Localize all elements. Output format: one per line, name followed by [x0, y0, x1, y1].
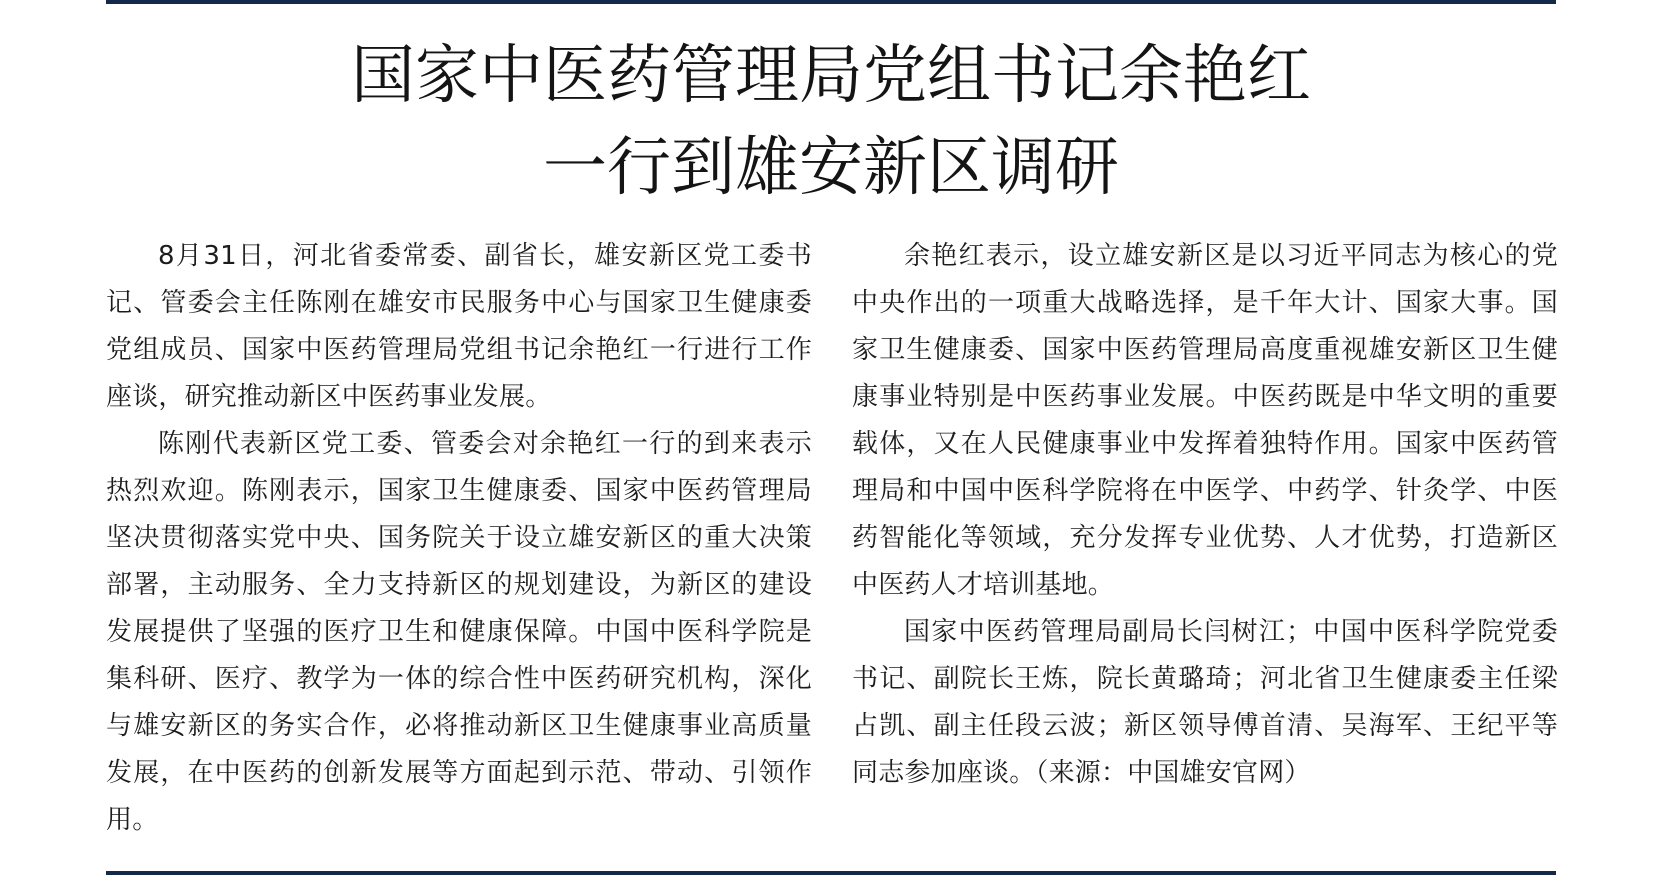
paragraph: 8月31日，河北省委常委、副省长，雄安新区党工委书记、管委会主任陈刚在雄安市民服务中心与国家卫生健康委党组成员、国家中医药管理局党组书记余艳红一行进行工作座谈，研究推动新区中医药事业发展。: [106, 241, 812, 412]
left-column: [106, 233, 812, 844]
headline-line-1: 国家中医药管理局党组书记余艳红: [351, 39, 1311, 113]
right-column: [852, 233, 1558, 797]
top-rule: [106, 0, 1556, 4]
paragraph: 陈刚代表新区党工委、管委会对余艳红一行的到来表示热烈欢迎。陈刚表示，国家卫生健康委、国家中医药管理局坚决贯彻落实党中央、国务院关于设立雄安新区的重大决策部署，主动服务、全力支持新区的规划建设，为新区的建设发展提供了坚强的医疗卫生和健康保障。中国中医科学院是集科研、医疗、教学为一体的综合性中医药研究机构，深化与雄安新区的务实合作，必将推动新区卫生健康事业高质量发展，在中医药的创新发展等方面起到示范、带动、引领作用。: [106, 429, 812, 835]
headline-line-2: 一行到雄安新区调研: [543, 131, 1119, 205]
paragraph: 余艳红表示，设立雄安新区是以习近平同志为核心的党中央作出的一项重大战略选择，是千年大计、国家大事。国家卫生健康委、国家中医药管理局高度重视雄安新区卫生健康事业特别是中医药事业发展。中医药既是中华文明的重要载体，又在人民健康事业中发挥着独特作用。国家中医药管理局和中国中医科学院将在中医学、中药学、针灸学、中医药智能化等领域，充分发挥专业优势、人才优势，打造新区中医药人才培训基地。: [852, 241, 1558, 600]
paragraph: 国家中医药管理局副局长闫树江；中国中医科学院党委书记、副院长王炼，院长黄璐琦；河北省卫生健康委主任梁占凯、副主任段云波；新区领导傅首清、吴海军、王纪平等同志参加座谈。（来源：中国雄安官网）: [852, 617, 1558, 788]
headline: [106, 30, 1556, 214]
bottom-rule: [106, 871, 1556, 875]
